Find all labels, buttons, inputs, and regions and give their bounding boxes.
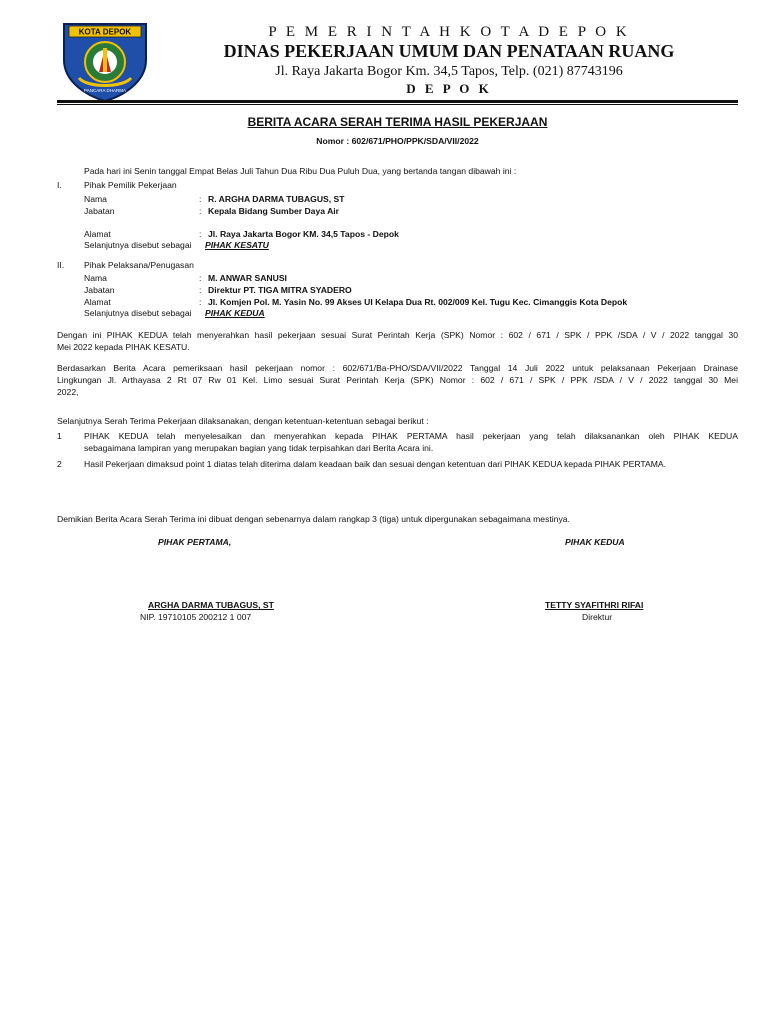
- signature-right-name: TETTY SYAFITHRI RIFAI: [545, 600, 644, 610]
- provision-text: PIHAK KEDUA telah menyelesaikan dan menyerahkan kepada PIHAK PERTAMA hasil pekerjaan yang telah dilaksanankan oleh PIHAK KEDUA: [84, 431, 738, 441]
- provisions-intro: Selanjutnya Serah Terima Pekerjaan dilaksanakan, dengan ketentuan-ketentuan sebagai berikut :: [57, 416, 429, 426]
- government-name: P E M E R I N T A H K O T A D E P O K: [268, 24, 630, 40]
- letterhead-rule-thin: [57, 104, 738, 105]
- colon: :: [199, 285, 202, 295]
- closing-text: Demikian Berita Acara Serah Terima ini dibuat dengan sebenarnya dalam rangkap 3 (tiga) untuk dipergunakan sebagaimana mestinya.: [57, 514, 570, 524]
- para2-line1: Berdasarkan Berita Acara pemeriksaan hasil pekerjaan nomor : 602/671/Ba-PHO/SDA/VII/2022 Tanggal 14 Juli 2022 untuk pelaksanaan Pekerjaan Drainase: [57, 363, 738, 373]
- party1-heading: Pihak Pemilik Pekerjaan: [84, 180, 177, 190]
- party2-referred-label: Selanjutnya disebut sebagai: [84, 308, 192, 318]
- provision-text: sebagaimana lampiran yang merupakan bagian yang tidak terpisahkan dari Berita Acara ini.: [84, 443, 434, 453]
- provision-text: Hasil Pekerjaan dimaksud point 1 diatas telah diterima dalam keadaan baik dan sesuai dengan ketentuan dari PIHAK KEDUA kepada PIHAK PERTAMA.: [84, 459, 666, 469]
- agency-address: Jl. Raya Jakarta Bogor Km. 34,5 Tapos, Telp. (021) 87743196: [275, 64, 623, 79]
- agency-name: DINAS PEKERJAAN UMUM DAN PENATAAN RUANG: [223, 41, 675, 61]
- party1-title-value: Kepala Bidang Sumber Daya Air: [208, 206, 340, 216]
- para2-line3: 2022,: [57, 387, 79, 397]
- para1-line1: Dengan ini PIHAK KEDUA telah menyerahkan hasil pekerjaan sesuai Surat Perintah Kerja (SPK) Nomor : 602 / 671 / SPK / PPK /SDA / V / 2022 tanggal 30: [57, 330, 738, 340]
- signature-left-role: PIHAK PERTAMA,: [158, 537, 232, 547]
- party2-numeral: II.: [57, 260, 65, 270]
- party2-address-value: Jl. Komjen Pol. M. Yasin No. 99 Akses UI Kelapa Dua Rt. 002/009 Kel. Tugu Kec. Cimanggis Kota Depok: [208, 297, 628, 307]
- party1-address-label: Alamat: [84, 229, 111, 239]
- intro-text: Pada hari ini Senin tanggal Empat Belas Juli Tahun Dua Ribu Dua Puluh Dua, yang bertanda tangan dibawah ini :: [84, 166, 517, 176]
- party2-referred-value: PIHAK KEDUA: [205, 308, 265, 318]
- colon: :: [199, 229, 202, 239]
- para1-line2: Mei 2022 kepada PIHAK KESATU.: [57, 342, 190, 352]
- city-emblem-logo: [61, 22, 149, 102]
- signature-right-position: Direktur: [582, 612, 613, 622]
- party2-heading: Pihak Pelaksana/Penugasan: [84, 260, 194, 270]
- party1-address-value: Jl. Raya Jakarta Bogor KM. 34,5 Tapos - Depok: [208, 229, 399, 239]
- logo-motto: PANCARA DHARMA: [84, 88, 126, 93]
- letterhead-rule-thick: [57, 100, 738, 103]
- party2-address-label: Alamat: [84, 297, 111, 307]
- signature-left-nip: NIP. 19710105 200212 1 007: [140, 612, 252, 622]
- provision-number: 2: [57, 459, 62, 469]
- party2-title-value: Direktur PT. TIGA MITRA SYADERO: [208, 285, 352, 295]
- party2-name-label: Nama: [84, 273, 107, 283]
- party1-name-label: Nama: [84, 194, 107, 204]
- party1-title-label: Jabatan: [84, 206, 115, 216]
- para2-line2: Lingkungan Jl. Arthayasa 2 Rt 07 Rw 01 Kel. Limo sesuai Surat Perintah Kerja (SPK) Nomor : 602 / 671 / SPK / PPK /SDA / V / 2022 tanggal 30 Mei: [57, 375, 738, 385]
- colon: :: [199, 297, 202, 307]
- provision-number: 1: [57, 431, 62, 441]
- party1-name-value: R. ARGHA DARMA TUBAGUS, ST: [208, 194, 345, 204]
- party1-referred-label: Selanjutnya disebut sebagai: [84, 240, 192, 250]
- party2-name-value: M. ANWAR SANUSI: [208, 273, 287, 283]
- colon: :: [199, 194, 202, 204]
- logo-title: KOTA DEPOK: [78, 27, 132, 37]
- party1-referred-value: PIHAK KESATU: [205, 240, 269, 250]
- colon: :: [199, 206, 202, 216]
- party1-numeral: I.: [57, 180, 62, 190]
- document-title: BERITA ACARA SERAH TERIMA HASIL PEKERJAAN: [247, 115, 548, 129]
- signature-right-role: PIHAK KEDUA: [565, 537, 625, 547]
- signature-left-name: ARGHA DARMA TUBAGUS, ST: [148, 600, 274, 610]
- party2-title-label: Jabatan: [84, 285, 115, 295]
- document-number: Nomor : 602/671/PHO/PPK/SDA/VII/2022: [316, 136, 479, 146]
- agency-city: D E P O K: [406, 81, 492, 96]
- colon: :: [199, 273, 202, 283]
